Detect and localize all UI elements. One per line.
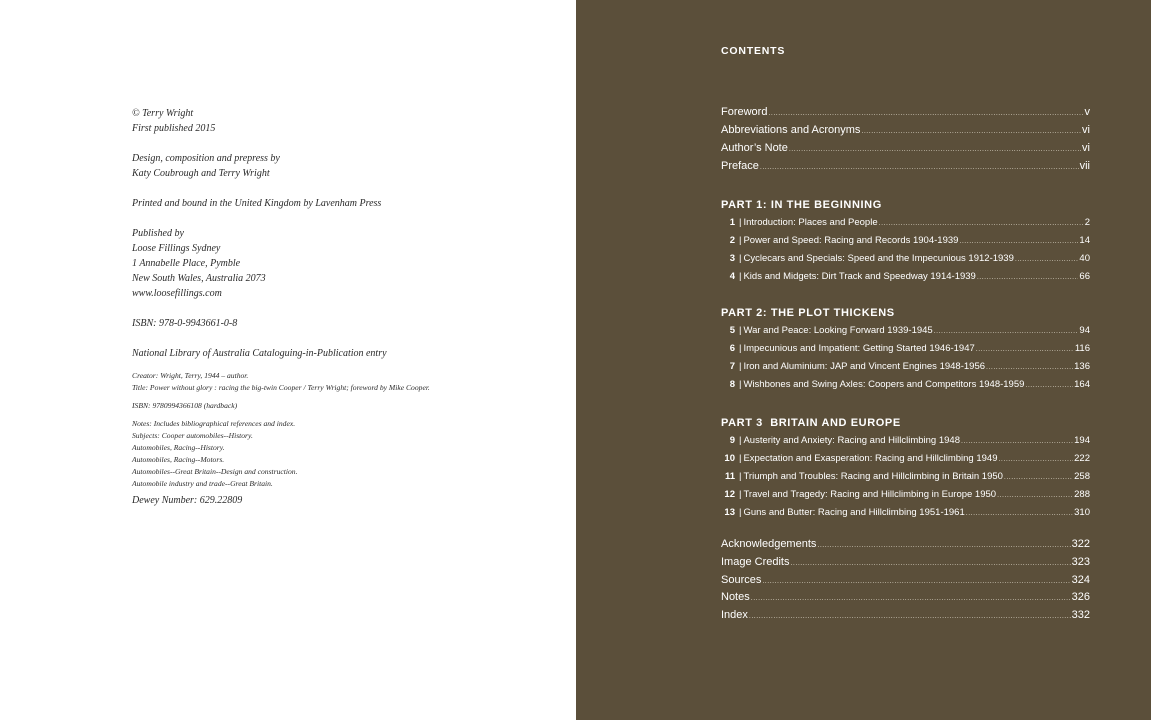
published-by-label: Published by — [132, 228, 184, 239]
contents-block — [721, 44, 1090, 625]
toc-chapter[interactable] — [721, 432, 1090, 450]
toc-page-number: 194 — [1074, 435, 1090, 446]
toc-page-number: vii — [1079, 160, 1090, 172]
toc-page-number: v — [1084, 106, 1090, 118]
toc-chapter[interactable] — [721, 322, 1090, 340]
leader-dots — [879, 215, 1084, 233]
chapter-title: Expectation and Exasperation: Racing and Hillclimbing 1949 — [743, 453, 998, 464]
separator: | — [739, 379, 742, 390]
isbn-line: ISBN: 978-0-9943661-0-8 — [132, 318, 238, 329]
leader-dots — [959, 233, 1078, 251]
toc-page-number: 310 — [1074, 507, 1090, 518]
separator: | — [739, 489, 742, 500]
contents-title: CONTENTS — [721, 45, 786, 57]
chapter-number: 10 — [724, 453, 735, 464]
leader-dots — [934, 323, 1079, 341]
chapter-number: 5 — [729, 325, 735, 336]
toc-entry-authors-note[interactable] — [721, 139, 1090, 157]
cip-subject: Automobiles--Great Britain--Design and construction. — [132, 467, 298, 476]
toc-entry-acknowledgements[interactable] — [721, 536, 1090, 554]
toc-entry-notes[interactable] — [721, 589, 1090, 607]
leader-dots — [961, 433, 1073, 451]
cip-isbn-block — [132, 400, 552, 412]
dewey-number: Dewey Number: 629.22809 — [132, 495, 243, 506]
toc-entry-label: Acknowledgements — [721, 538, 817, 550]
toc-entry-label: Preface — [721, 160, 759, 172]
nla-block — [132, 346, 552, 361]
chapter-number: 12 — [724, 489, 735, 500]
toc-entry-label: Abbreviations and Acronyms — [721, 124, 861, 136]
chapter-number: 1 — [729, 217, 735, 228]
toc-chapter[interactable] — [721, 376, 1090, 394]
part-3-section — [721, 414, 1090, 522]
toc-entry-label: Image Credits — [721, 555, 790, 568]
separator: | — [739, 435, 742, 446]
cip-creator-block — [132, 370, 552, 394]
leader-dots — [976, 341, 1074, 359]
chapter-title: Introduction: Places and People — [743, 217, 878, 228]
chapter-title: Wishbones and Swing Axles: Coopers and Competitors 1948-1959 — [743, 379, 1025, 390]
toc-chapter[interactable] — [721, 214, 1090, 232]
toc-entry-preface[interactable] — [721, 157, 1090, 175]
toc-page-number: vi — [1082, 142, 1090, 154]
printer-block — [132, 196, 552, 211]
publisher-block — [132, 226, 552, 301]
nla-line: National Library of Australia Cataloguing-in-Publication entry — [132, 348, 387, 359]
leader-dots — [997, 487, 1073, 505]
toc-chapter[interactable] — [721, 450, 1090, 468]
leader-dots — [998, 451, 1073, 469]
publisher-website: www.loosefillings.com — [132, 288, 222, 299]
leader-dots — [966, 505, 1073, 523]
leader-dots — [1025, 377, 1073, 395]
chapter-number: 13 — [724, 507, 735, 518]
leader-dots — [762, 573, 1070, 591]
toc-entry-sources[interactable] — [721, 572, 1090, 590]
leader-dots — [977, 269, 1079, 287]
copyright-line: © Terry Wright — [132, 108, 194, 119]
cip-creator: Creator: Wright, Terry, 1944 – author. — [132, 371, 249, 380]
toc-entry-label: Author’s Note — [721, 142, 788, 154]
toc-page-number: 258 — [1074, 471, 1090, 482]
back-matter-list — [721, 536, 1090, 625]
contents-page — [576, 0, 1151, 720]
publisher-address-2: New South Wales, Australia 2073 — [132, 273, 266, 284]
cip-subject: Automobile industry and trade--Great Britain. — [132, 479, 273, 488]
part-title: PART 2: THE PLOT THICKENS — [721, 307, 895, 319]
separator: | — [739, 217, 742, 228]
chapter-title: Iron and Aluminium: JAP and Vincent Engines 1948-1956 — [743, 361, 986, 372]
toc-entry-label: Foreword — [721, 106, 768, 118]
cip-subject: Automobiles, Racing--History. — [132, 443, 225, 452]
toc-page-number: 136 — [1074, 361, 1090, 372]
copyright-block — [132, 106, 552, 136]
leader-dots — [760, 159, 1079, 177]
toc-page-number: 40 — [1079, 253, 1090, 264]
toc-page-number: 222 — [1074, 453, 1090, 464]
part-2-section — [721, 304, 1090, 394]
chapter-title: Guns and Butter: Racing and Hillclimbing 1951-1961 — [743, 507, 965, 518]
toc-page-number: 323 — [1071, 555, 1090, 568]
toc-chapter[interactable] — [721, 250, 1090, 268]
leader-dots — [789, 141, 1081, 159]
chapter-number: 9 — [729, 435, 735, 446]
leader-dots — [749, 608, 1071, 626]
design-credit-line-2: Katy Coubrough and Terry Wright — [132, 168, 270, 179]
toc-chapter[interactable] — [721, 504, 1090, 522]
toc-page-number: 288 — [1074, 489, 1090, 500]
toc-page-number: 164 — [1074, 379, 1090, 390]
cip-notes: Notes: Includes bibliographical references and index. — [132, 419, 296, 428]
publisher-address-1: 1 Annabelle Place, Pymble — [132, 258, 241, 269]
toc-chapter[interactable] — [721, 232, 1090, 250]
toc-page-number: 324 — [1071, 573, 1090, 586]
toc-entry-label: Notes — [721, 591, 750, 604]
design-credit-block — [132, 151, 552, 181]
toc-page-number: 2 — [1084, 217, 1090, 228]
toc-chapter[interactable] — [721, 340, 1090, 358]
cip-title: Title: Power without glory : racing the big-twin Cooper / Terry Wright; foreword by Mike Cooper. — [132, 383, 430, 392]
publisher-name: Loose Fillings Sydney — [132, 243, 221, 254]
separator: | — [739, 253, 742, 264]
front-matter-list — [721, 103, 1090, 175]
toc-entry-image-credits[interactable] — [721, 554, 1090, 572]
chapter-title: Impecunious and Impatient: Getting Started 1946-1947 — [743, 343, 975, 354]
printer-line: Printed and bound in the United Kingdom by Lavenham Press — [132, 198, 382, 209]
separator: | — [739, 453, 742, 464]
chapter-title: Cyclecars and Specials: Speed and the Impecunious 1912-1939 — [743, 253, 1014, 264]
imprint-block — [132, 106, 552, 508]
chapter-number: 4 — [729, 271, 735, 282]
toc-page-number: vi — [1082, 124, 1090, 136]
leader-dots — [861, 123, 1081, 141]
toc-page-number: 116 — [1074, 343, 1090, 354]
leader-dots — [790, 555, 1070, 573]
leader-dots — [751, 590, 1071, 608]
toc-entry-abbreviations[interactable] — [721, 121, 1090, 139]
chapter-number: 11 — [724, 471, 735, 482]
toc-chapter[interactable] — [721, 468, 1090, 486]
toc-chapter[interactable] — [721, 268, 1090, 286]
toc-page-number: 332 — [1071, 609, 1090, 622]
chapter-title: Austerity and Anxiety: Racing and Hillclimbing 1948 — [743, 435, 960, 446]
isbn-block — [132, 316, 552, 331]
toc-entry-index[interactable] — [721, 607, 1090, 625]
separator: | — [739, 235, 742, 246]
separator: | — [739, 471, 742, 482]
separator: | — [739, 325, 742, 336]
toc-chapter[interactable] — [721, 358, 1090, 376]
leader-dots — [817, 537, 1070, 555]
toc-page-number: 14 — [1079, 235, 1090, 246]
chapter-title: Power and Speed: Racing and Records 1904-1939 — [743, 235, 959, 246]
toc-entry-label: Sources — [721, 573, 762, 586]
chapter-title: War and Peace: Looking Forward 1939-1945 — [743, 325, 933, 336]
separator: | — [739, 343, 742, 354]
part-1-section — [721, 196, 1090, 286]
chapter-number: 2 — [729, 235, 735, 246]
cip-subject: Automobiles, Racing--Motors. — [132, 455, 225, 464]
first-published-line: First published 2015 — [132, 123, 216, 134]
toc-page-number: 94 — [1079, 325, 1090, 336]
separator: | — [739, 361, 742, 372]
toc-entry-label: Index — [721, 609, 748, 622]
separator: | — [739, 507, 742, 518]
leader-dots — [1015, 251, 1079, 269]
chapter-title: Triumph and Troubles: Racing and Hillclimbing in Britain 1950 — [743, 471, 1003, 482]
part-title: PART 3 BRITAIN AND EUROPE — [721, 417, 901, 429]
toc-page-number: 66 — [1079, 271, 1090, 282]
cip-isbn: ISBN: 9780994366108 (hardback) — [132, 401, 238, 410]
chapter-number: 8 — [729, 379, 735, 390]
cip-subject: Subjects: Cooper automobiles--History. — [132, 431, 253, 440]
toc-page-number: 326 — [1071, 591, 1090, 604]
chapter-title: Travel and Tragedy: Racing and Hillclimbing in Europe 1950 — [743, 489, 997, 500]
separator: | — [739, 271, 742, 282]
design-credit-line-1: Design, composition and prepress by — [132, 153, 280, 164]
chapter-title: Kids and Midgets: Dirt Track and Speedway 1914-1939 — [743, 271, 976, 282]
chapter-number: 6 — [729, 343, 735, 354]
toc-chapter[interactable] — [721, 486, 1090, 504]
part-title: PART 1: IN THE BEGINNING — [721, 199, 882, 211]
leader-dots — [986, 359, 1073, 377]
toc-entry-foreword[interactable] — [721, 103, 1090, 121]
cip-notes-block — [132, 418, 552, 490]
leader-dots — [1004, 469, 1073, 487]
chapter-number: 7 — [729, 361, 735, 372]
toc-page-number: 322 — [1071, 538, 1090, 550]
chapter-number: 3 — [729, 253, 735, 264]
